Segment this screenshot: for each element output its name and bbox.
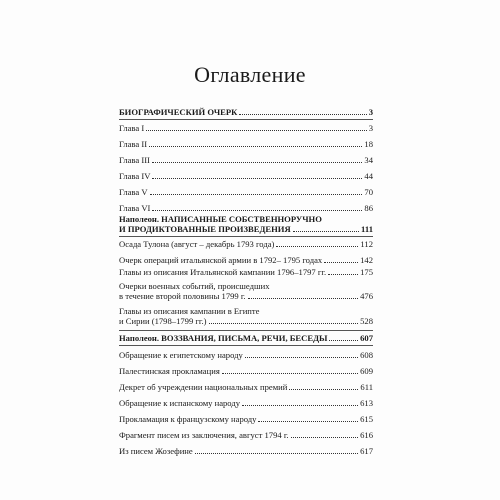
dot-leader <box>239 113 366 115</box>
toc-entry[interactable] <box>119 123 373 133</box>
dot-leader <box>329 339 358 341</box>
dot-leader <box>324 261 358 263</box>
toc-page-number: 613 <box>360 398 373 408</box>
toc-page-number: 609 <box>360 366 373 376</box>
toc-entry[interactable] <box>119 239 373 249</box>
toc-entry-label: в течение второй половины 1799 г. <box>119 291 246 301</box>
toc-entry-label: Глава III <box>119 155 150 165</box>
dot-leader <box>291 436 359 438</box>
toc-page-number: 44 <box>364 171 373 181</box>
toc-entry[interactable] <box>119 398 373 408</box>
table-of-contents <box>119 0 373 500</box>
toc-page-number: 3 <box>368 123 373 133</box>
dot-leader <box>222 372 358 374</box>
dot-leader <box>195 452 358 454</box>
section-divider <box>119 236 373 237</box>
dot-leader <box>293 230 359 232</box>
dot-leader <box>258 420 358 422</box>
toc-entry[interactable] <box>119 139 373 149</box>
toc-entry-label: Осада Тулона (август – декабрь 1793 года) <box>119 239 275 249</box>
dot-leader <box>150 193 363 195</box>
toc-entry[interactable] <box>119 267 373 277</box>
dot-leader <box>152 209 362 211</box>
toc-entry[interactable] <box>119 414 373 424</box>
dot-leader <box>276 245 358 247</box>
toc-entry-label: и Сирии (1798–1799 гг.) <box>119 316 207 326</box>
toc-page-number: 608 <box>360 350 373 360</box>
toc-entry-label: Глава IV <box>119 171 151 181</box>
toc-entry[interactable] <box>119 366 373 376</box>
toc-entry-label: Палестинская прокламация <box>119 366 220 376</box>
toc-entry-label: Наполеон. ВОЗЗВАНИЯ, ПИСЬМА, РЕЧИ, БЕСЕДЫ <box>119 333 328 343</box>
toc-section-heading[interactable] <box>119 333 373 343</box>
page-title: Оглавление <box>194 62 306 87</box>
toc-page-number: 175 <box>360 267 373 277</box>
toc-entry-label: Прокламация к французскому народу <box>119 414 257 424</box>
toc-page-number: 607 <box>360 333 373 343</box>
toc-page-number: 616 <box>360 430 373 440</box>
dot-leader <box>248 297 359 299</box>
toc-entry-label: Глава I <box>119 123 145 133</box>
toc-entry-label: Из писем Жозефине <box>119 446 193 456</box>
toc-entry[interactable] <box>119 171 373 181</box>
toc-section-heading[interactable] <box>119 107 373 117</box>
toc-entry-label: Главы из описания Итальянской кампании 1796–1797 гг. <box>119 267 327 277</box>
toc-page-number: 142 <box>360 255 373 265</box>
section-divider <box>119 345 373 346</box>
toc-page-number: 617 <box>360 446 373 456</box>
toc-entry-label: Очерк операций итальянской армии в 1792– 1795 годах <box>119 255 323 265</box>
dot-leader <box>146 129 367 131</box>
toc-page-number: 18 <box>364 139 373 149</box>
dot-leader <box>152 161 362 163</box>
toc-entry-label: Фрагмент писем из заключения, август 1794 г. <box>119 430 289 440</box>
toc-entry-label: Глава II <box>119 139 148 149</box>
dot-leader <box>149 145 362 147</box>
toc-entry[interactable] <box>119 350 373 360</box>
toc-entry-label: Главы из описания кампании в Египте <box>119 306 260 316</box>
toc-entry-label: Наполеон. НАПИСАННЫЕ СОБСТВЕННОРУЧНО <box>119 214 322 224</box>
section-divider <box>119 330 373 331</box>
toc-page-number: 70 <box>364 187 373 197</box>
toc-page-number: 3 <box>368 107 373 117</box>
dot-leader <box>328 273 358 275</box>
toc-entry[interactable] <box>119 203 373 213</box>
toc-page-number: 112 <box>360 239 373 249</box>
toc-entry-label: Обращение к египетскому народу <box>119 350 243 360</box>
dot-leader <box>289 388 358 390</box>
toc-entry-label: Обращение к испанскому народу <box>119 398 241 408</box>
toc-page-number: 611 <box>360 382 373 392</box>
toc-entry[interactable] <box>119 382 373 392</box>
toc-entry[interactable] <box>119 155 373 165</box>
toc-page-number: 528 <box>360 316 373 326</box>
toc-entry[interactable] <box>119 430 373 440</box>
toc-page-number: 615 <box>360 414 373 424</box>
section-divider <box>119 119 373 120</box>
toc-entry[interactable] <box>119 187 373 197</box>
toc-page-number: 86 <box>364 203 373 213</box>
toc-entry-label: БИОГРАФИЧЕСКИЙ ОЧЕРК <box>119 107 238 117</box>
toc-page-number: 476 <box>360 291 373 301</box>
toc-entry[interactable] <box>119 281 373 301</box>
toc-entry-label: Глава VI <box>119 203 151 213</box>
toc-section-heading[interactable] <box>119 214 373 234</box>
toc-entry[interactable] <box>119 446 373 456</box>
dot-leader <box>152 177 362 179</box>
dot-leader <box>245 356 358 358</box>
toc-entry-label: Глава V <box>119 187 148 197</box>
toc-entry-label: И ПРОДИКТОВАННЫЕ ПРОИЗВЕДЕНИЯ <box>119 224 291 234</box>
dot-leader <box>242 404 358 406</box>
toc-page-number: 111 <box>361 224 373 234</box>
toc-page-number: 34 <box>364 155 373 165</box>
toc-entry[interactable] <box>119 255 373 265</box>
toc-entry-label: Декрет об учреждении национальных премий <box>119 382 288 392</box>
toc-entry[interactable] <box>119 306 373 326</box>
dot-leader <box>209 322 359 324</box>
toc-entry-label: Очерки военных событий, происшедших <box>119 281 270 291</box>
